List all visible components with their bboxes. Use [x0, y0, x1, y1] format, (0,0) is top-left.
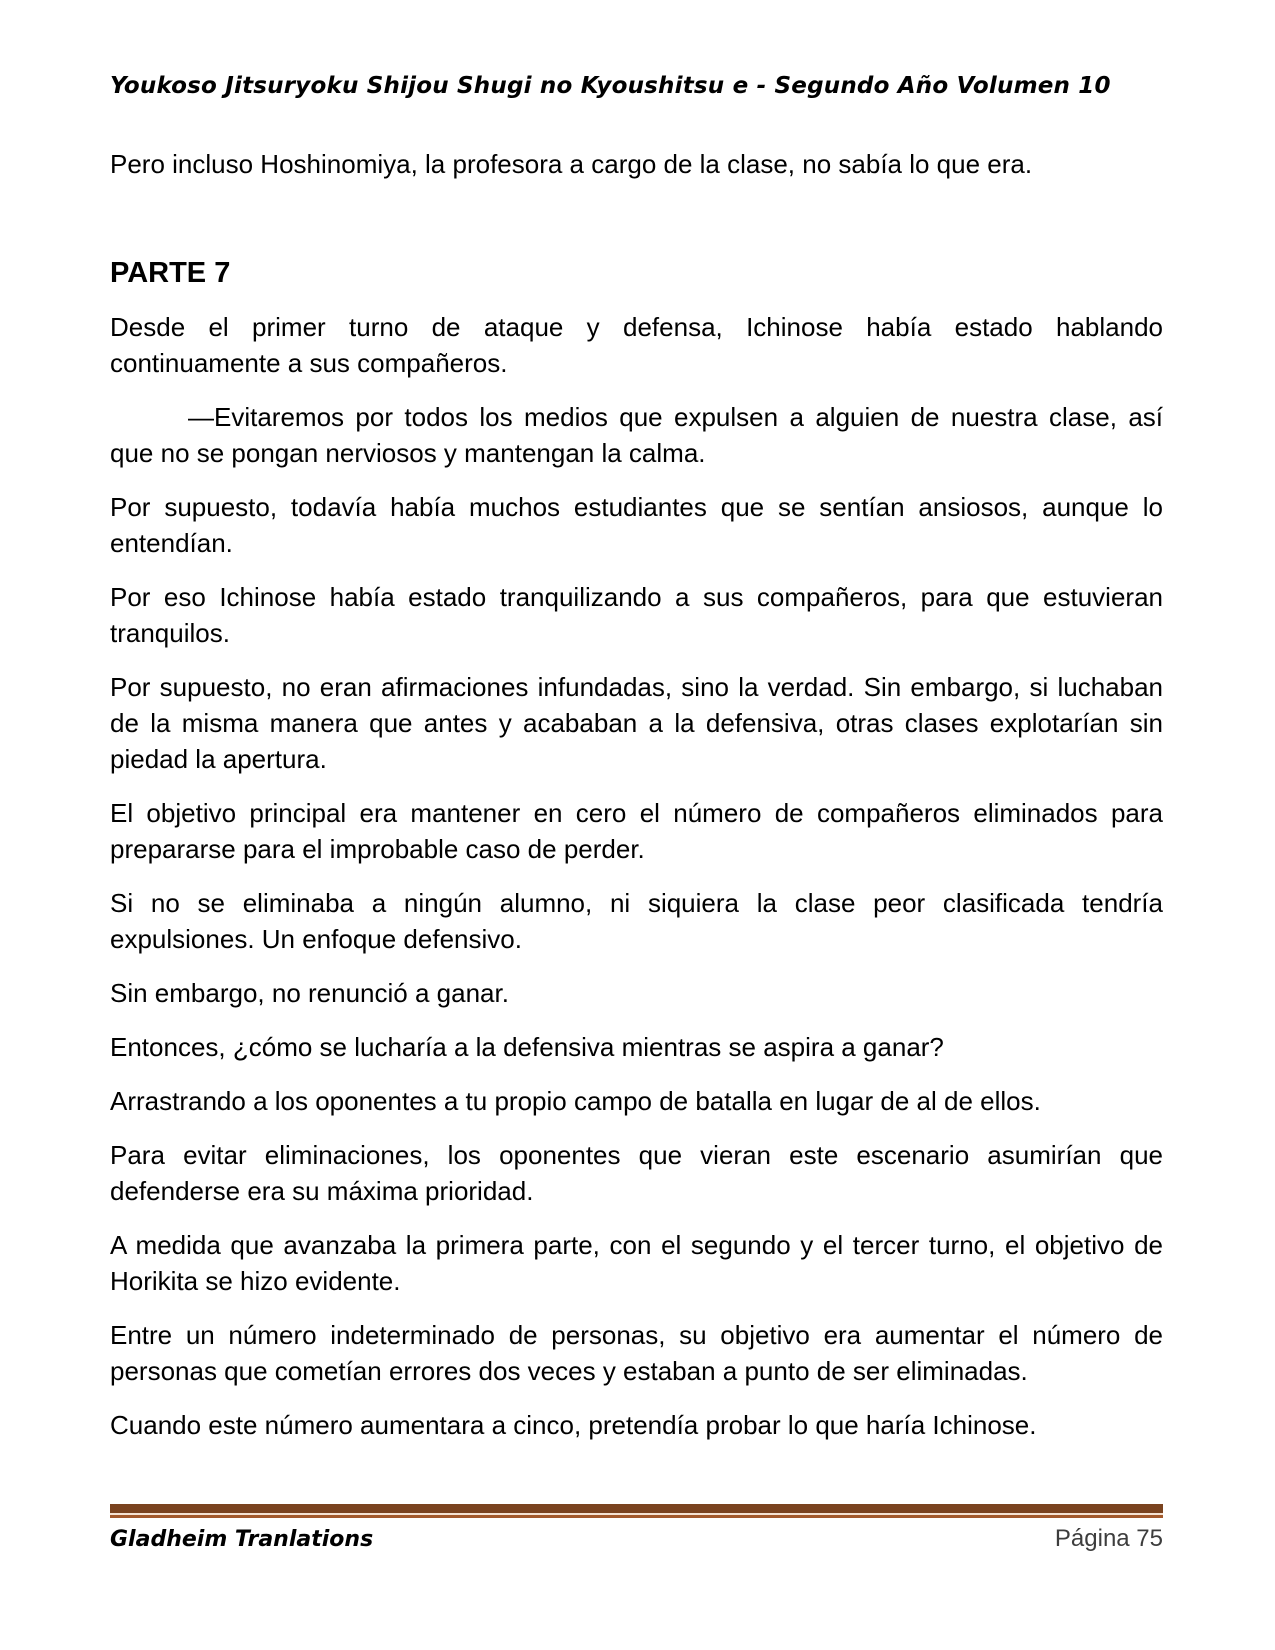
- paragraph: Si no se eliminaba a ningún alumno, ni siquiera la clase peor clasificada tendría expulsiones. Un enfoque defensivo.: [110, 888, 1163, 954]
- paragraph: Por eso Ichinose había estado tranquilizando a sus compañeros, para que estuvieran tranquilos.: [110, 582, 1163, 648]
- paragraph: Desde el primer turno de ataque y defensa, Ichinose había estado hablando continuamente a sus compañeros.: [110, 312, 1163, 378]
- footer-brand: Gladheim Tranlations: [110, 1527, 374, 1552]
- paragraph: Sin embargo, no renunció a ganar.: [110, 978, 509, 1008]
- document-header-title: Youkoso Jitsuryoku Shijou Shugi no Kyoushitsu e - Segundo Año Volumen 10: [110, 73, 1111, 99]
- paragraph: Entre un número indeterminado de personas, su objetivo era aumentar el número de personas que cometían errores dos veces y estaban a punto de ser eliminadas.: [110, 1320, 1163, 1386]
- footer-rule-thick-bar: [110, 1504, 1163, 1513]
- intro-paragraph: Pero incluso Hoshinomiya, la profesora a cargo de la clase, no sabía lo que era.: [110, 149, 1033, 179]
- page-footer: [110, 1504, 1163, 1554]
- footer-page-number: Página 75: [1054, 1525, 1163, 1552]
- paragraph: A medida que avanzaba la primera parte, con el segundo y el tercer turno, el objetivo de Horikita se hizo evidente.: [110, 1230, 1163, 1296]
- document-page: [110, 0, 1163, 1461]
- paragraph: Cuando este número aumentara a cinco, pretendía probar lo que haría Ichinose.: [110, 1410, 1037, 1440]
- paragraph: Para evitar eliminaciones, los oponentes que vieran este escenario asumirían que defenderse era su máxima prioridad.: [110, 1140, 1163, 1206]
- paragraph: Arrastrando a los oponentes a tu propio campo de batalla en lugar de al de ellos.: [110, 1086, 1041, 1116]
- paragraph: Por supuesto, no eran afirmaciones infundadas, sino la verdad. Sin embargo, si luchaban de la misma manera que antes y acababan a la defensiva, otras clases explotarían sin piedad la apertura.: [110, 672, 1163, 774]
- footer-rule: [110, 1504, 1163, 1518]
- body-paragraphs: [110, 309, 1163, 1443]
- footer-row: [110, 1525, 1163, 1554]
- footer-rule-thin-bar: [110, 1515, 1163, 1518]
- paragraph: —Evitaremos por todos los medios que expulsen a alguien de nuestra clase, así que no se pongan nerviosos y mantengan la calma.: [110, 402, 1163, 468]
- section-heading: PARTE 7: [110, 257, 231, 289]
- paragraph: Por supuesto, todavía había muchos estudiantes que se sentían ansiosos, aunque lo entendían.: [110, 492, 1163, 558]
- paragraph: Entonces, ¿cómo se lucharía a la defensiva mientras se aspira a ganar?: [110, 1032, 944, 1062]
- paragraph: El objetivo principal era mantener en cero el número de compañeros eliminados para prepararse para el improbable caso de perder.: [110, 798, 1163, 864]
